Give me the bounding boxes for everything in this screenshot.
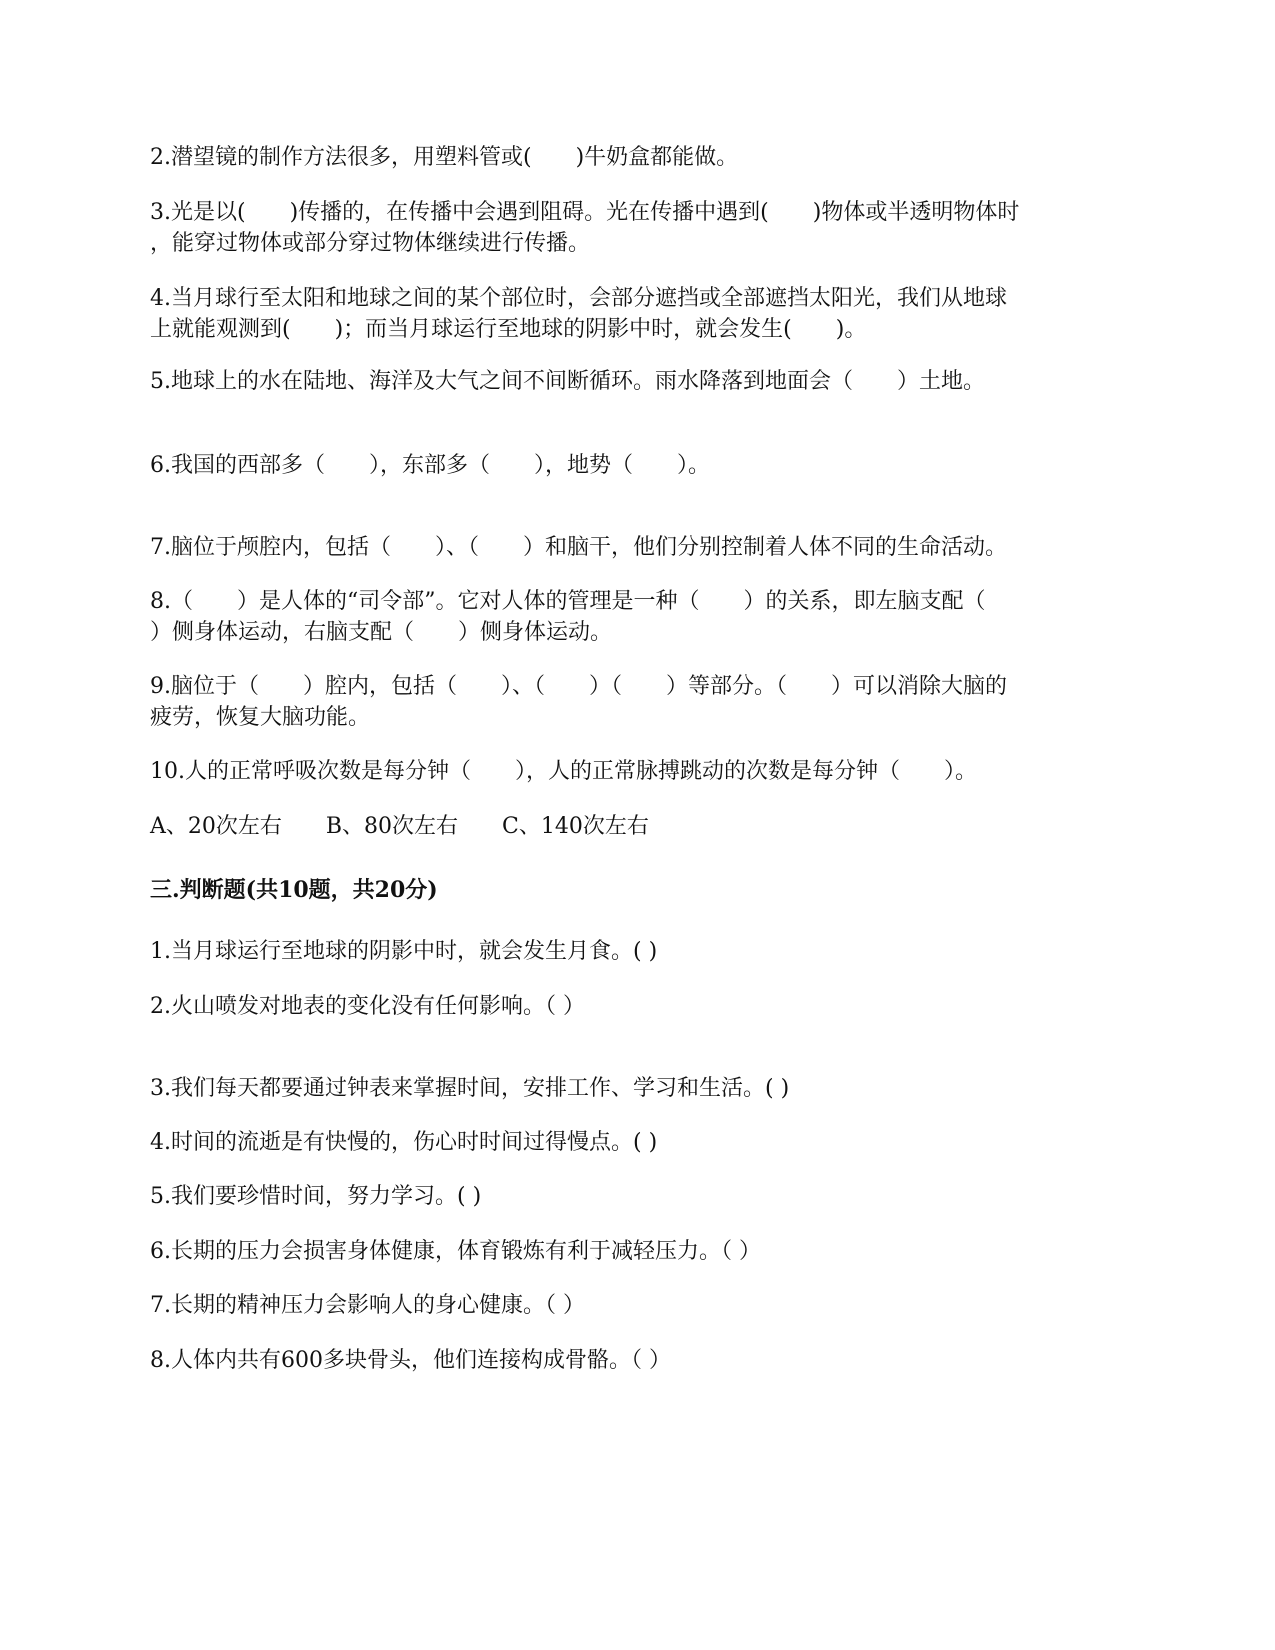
tf-question-7: 7.长期的精神压力会影响人的身心健康。（ ） (150, 1293, 585, 1318)
question-9-line-1: 9.脑位于（ ）腔内，包括（ ）、（ ）（ ）等部分。（ ）可以消除大脑的 (150, 674, 1007, 699)
question-3-line-1: 3.光是以( )传播的，在传播中会遇到阻碍。光在传播中遇到( )物体或半透明物体时 (150, 200, 1020, 225)
question-6-line-1: 6.我国的西部多（ ），东部多（ ），地势（ ）。 (150, 453, 710, 478)
tf-question-4: 4.时间的流逝是有快慢的，伤心时时间过得慢点。( ) (150, 1130, 658, 1155)
tf-question-3: 3.我们每天都要通过钟表来掌握时间，安排工作、学习和生活。( ) (150, 1076, 790, 1101)
question-3-line-2: ，能穿过物体或部分穿过物体继续进行传播。 (150, 231, 591, 256)
question-8-line-1: 8.（ ）是人体的“司令部”。它对人体的管理是一种（ ）的关系，即左脑支配（ (150, 589, 986, 614)
section-title: 三.判断题(共10题，共20分) (150, 877, 438, 903)
tf-question-8: 8.人体内共有600多块骨头，他们连接构成骨骼。（ ） (150, 1348, 671, 1373)
tf-question-5: 5.我们要珍惜时间，努力学习。( ) (150, 1184, 482, 1209)
tf-question-6: 6.长期的压力会损害身体健康，体育锻炼有利于减轻压力。（ ） (150, 1239, 761, 1264)
question-2-line-1: 2.潜望镜的制作方法很多，用塑料管或( )牛奶盒都能做。 (150, 145, 739, 170)
tf-question-2: 2.火山喷发对地表的变化没有任何影响。（ ） (150, 994, 585, 1019)
question-8-line-2: ）侧身体运动，右脑支配（ ）侧身体运动。 (150, 620, 613, 645)
question-9-line-2: 疲劳，恢复大脑功能。 (150, 705, 371, 730)
question-10-options: A、20次左右 B、80次左右 C、140次左右 (150, 814, 649, 839)
question-4-line-1: 4.当月球行至太阳和地球之间的某个部位时，会部分遮挡或全部遮挡太阳光，我们从地球 (150, 286, 1007, 311)
question-5-line-1: 5.地球上的水在陆地、海洋及大气之间不间断循环。雨水降落到地面会（ ）土地。 (150, 369, 985, 394)
question-7-line-1: 7.脑位于颅腔内，包括（ ）、（ ）和脑干，他们分别控制着人体不同的生命活动。 (150, 535, 1007, 560)
question-4-line-2: 上就能观测到( )；而当月球运行至地球的阴影中时，就会发生( )。 (150, 317, 867, 342)
tf-question-1: 1.当月球运行至地球的阴影中时，就会发生月食。( ) (150, 939, 658, 964)
question-10-line-1: 10.人的正常呼吸次数是每分钟（ ），人的正常脉搏跳动的次数是每分钟（ ）。 (150, 759, 977, 784)
